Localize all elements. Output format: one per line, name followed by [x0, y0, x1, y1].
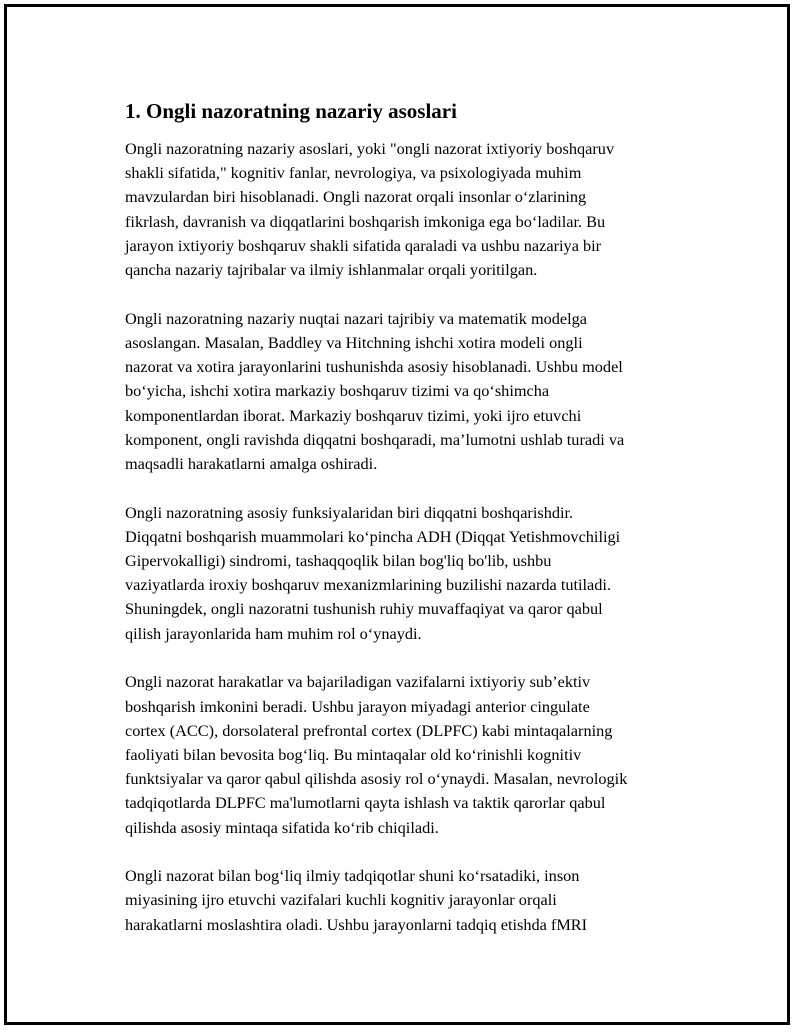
- text-line: fikrlash, davranish va diqqatlarini boshqarish imkoniga ega bo‘ladilar. Bu: [125, 211, 606, 231]
- text-line: mavzulardan biri hisoblanadi. Ongli nazorat orqali insonlar o‘zlarining: [125, 187, 587, 207]
- text-line: komponentlardan iborat. Markaziy boshqaruv tizimi, yoki ijro etuvchi: [125, 405, 582, 425]
- text-line: qilishda asosiy mintaqa sifatida ko‘rib chiqiladi.: [125, 817, 439, 837]
- text-line: tadqiqotlarda DLPFC ma'lumotlarni qayta ishlash va taktik qarorlar qabul: [125, 793, 606, 813]
- text-line: Shuningdek, ongli nazoratni tushunish ruhiy muvaffaqiyat va qaror qabul: [125, 599, 603, 619]
- text-line: Ongli nazorat bilan bog‘liq ilmiy tadqiqotlar shuni ko‘rsatadiki, inson: [125, 866, 580, 886]
- text-line: faoliyati bilan bevosita bog‘liq. Bu mintaqalar old ko‘rinishli kognitiv: [125, 744, 582, 764]
- text-line: funktsiyalar va qaror qabul qilishda asosiy rol o‘ynaydi. Masalan, nevrologik: [125, 769, 628, 789]
- text-line: asoslangan. Masalan, Baddley va Hitchning ishchi xotira modeli ongli: [125, 332, 583, 352]
- text-line: boshqarish imkonini beradi. Ushbu jarayon miyadagi anterior cingulate: [125, 696, 590, 716]
- text-line: jarayon ixtiyoriy boshqaruv shakli sifatida qaraladi va ushbu nazariya bir: [125, 235, 602, 255]
- text-line: Ongli nazorat harakatlar va bajariladigan vazifalarni ixtiyoriy sub’ektiv: [125, 672, 591, 692]
- text-line: nazorat va xotira jarayonlarini tushunishda asosiy hisoblanadi. Ushbu model: [125, 357, 623, 377]
- text-line: maqsadli harakatlarni amalga oshiradi.: [125, 453, 378, 473]
- text-line: Diqqatni boshqarish muammolari ko‘pincha ADH (Diqqat Yetishmovchiligi: [125, 526, 621, 546]
- text-line: cortex (ACC), dorsolateral prefrontal cortex (DLPFC) kabi mintaqalarning: [125, 720, 613, 740]
- text-line: Ongli nazoratning nazariy nuqtai nazari tajribiy va matematik modelga: [125, 308, 588, 328]
- document-body: [125, 97, 705, 961]
- text-line: Ongli nazoratning asosiy funksiyalaridan biri diqqatni boshqarishdir.: [125, 502, 574, 522]
- text-line: vaziyatlarda iroxiy boshqaruv mexanizmlarining buzilishi nazarda tutiladi.: [125, 575, 612, 595]
- paragraph-5: [125, 864, 705, 937]
- paragraph-1: [125, 137, 705, 282]
- paragraph-3: [125, 501, 705, 646]
- text-line: komponent, ongli ravishda diqqatni boshqaradi, ma’lumotni ushlab turadi va: [125, 429, 625, 449]
- paragraph-2: [125, 307, 705, 476]
- text-line: Gipervokalligi) sindromi, tashaqqoqlik bilan bog'liq bo'lib, ushbu: [125, 551, 552, 571]
- page-frame: [4, 4, 790, 1025]
- text-line: Ongli nazoratning nazariy asoslari, yoki "ongli nazorat ixtiyoriy boshqaruv: [125, 139, 615, 158]
- text-line: shakli sifatida," kognitiv fanlar, nevrologiya, va psixologiyada muhim: [125, 163, 582, 183]
- text-line: harakatlarni moslashtira oladi. Ushbu jarayonlarni tadqiq etishda fMRI: [125, 914, 588, 934]
- text-line: bo‘yicha, ishchi xotira markaziy boshqaruv tizimi va qo‘shimcha: [125, 381, 550, 401]
- text-line: qancha nazariy tajribalar va ilmiy ishlanmalar orqali yoritilgan.: [125, 260, 538, 280]
- paragraph-4: [125, 670, 705, 839]
- section-title: 1. Ongli nazoratning nazariy asoslari: [125, 99, 457, 123]
- paragraphs-container: [125, 137, 705, 937]
- text-line: miyasining ijro etuvchi vazifalari kuchli kognitiv jarayonlar orqali: [125, 890, 557, 910]
- text-line: qilish jarayonlarida ham muhim rol o‘ynaydi.: [125, 623, 422, 643]
